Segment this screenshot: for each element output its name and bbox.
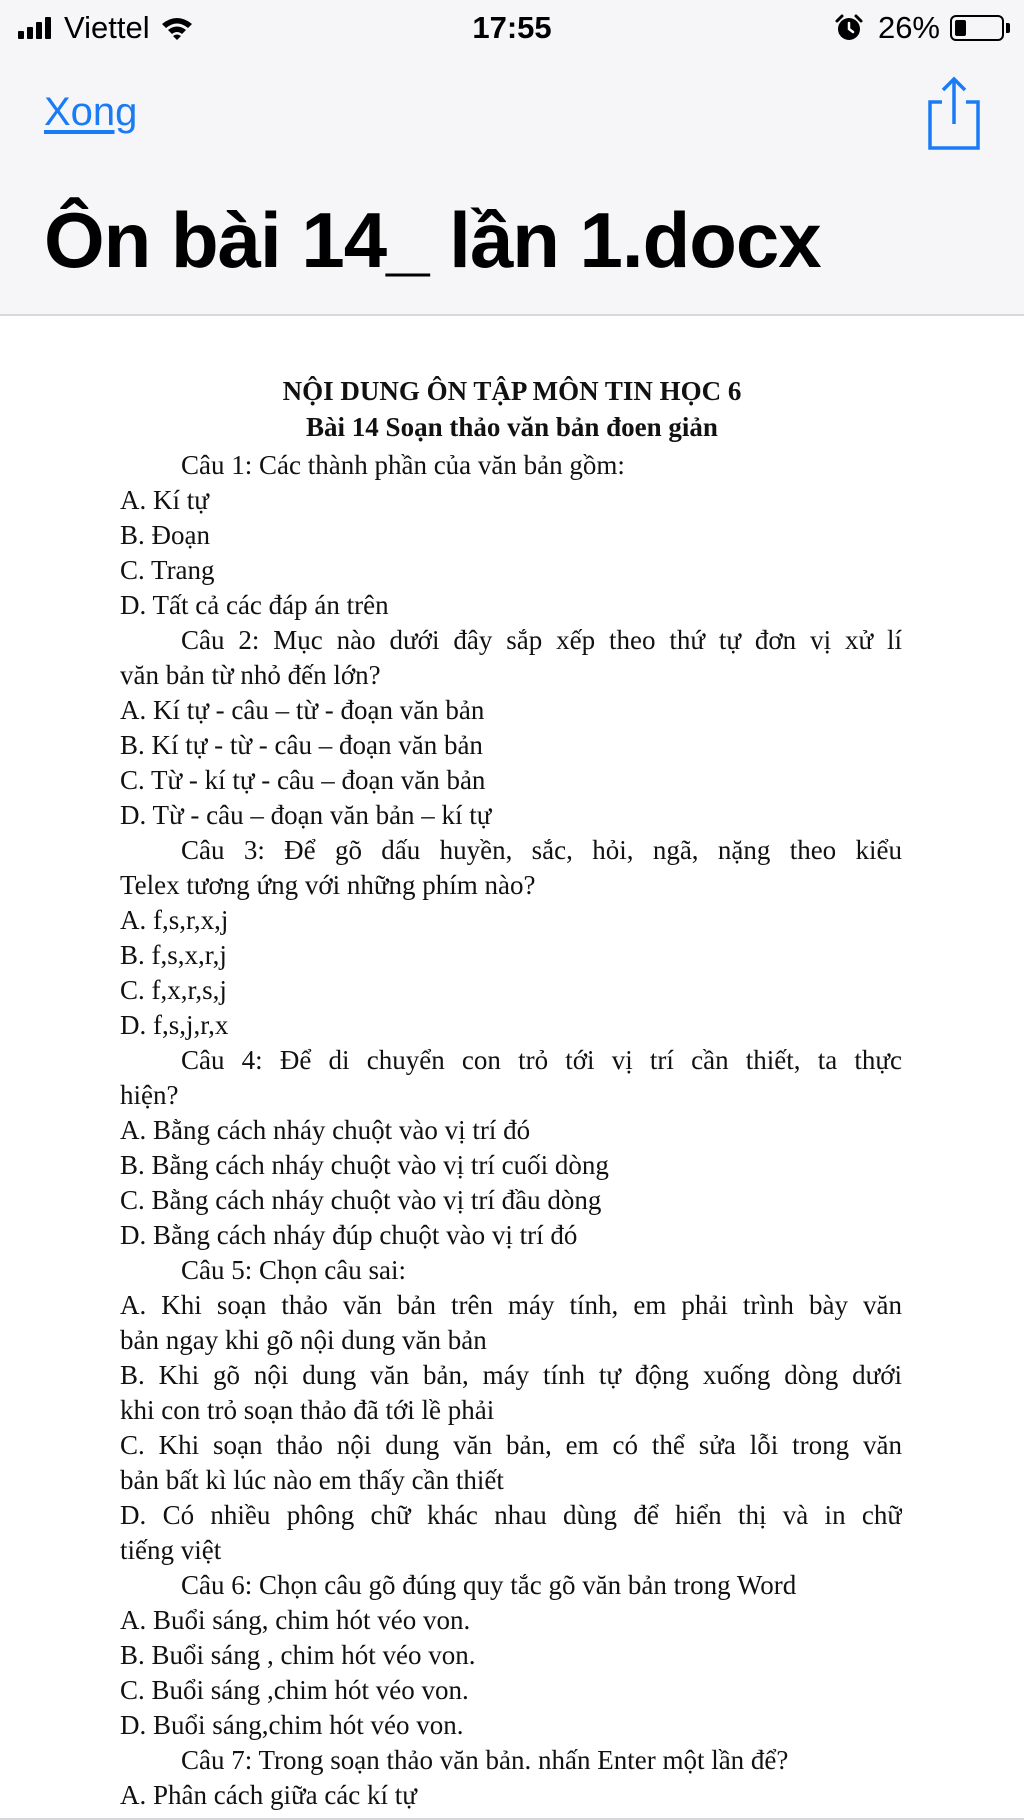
answer-line-continued: bản bất kì lúc nào em thấy cần thiết bbox=[120, 1465, 504, 1495]
answer-line: D. f,s,j,r,x bbox=[120, 1010, 229, 1040]
question-2: Câu 2: Mục nào dưới đây sắp xếp theo thứ tự đơn vị xử lí bbox=[181, 625, 902, 655]
document-content[interactable] bbox=[0, 316, 1024, 1820]
question-4: Câu 4: Để di chuyển con trỏ tới vị trí cần thiết, ta thực bbox=[181, 1045, 902, 1075]
answer-line: B. Đoạn bbox=[120, 520, 210, 550]
answer-line: B. Kí tự - từ - câu – đoạn văn bản bbox=[120, 730, 483, 760]
question-3: Câu 3: Để gõ dấu huyền, sắc, hỏi, ngã, nặng theo kiểu bbox=[181, 835, 902, 865]
clock: 17:55 bbox=[472, 10, 552, 45]
answer-line: C. Khi soạn thảo nội dung văn bản, em có thể sửa lỗi trong văn bbox=[120, 1430, 902, 1460]
answer-line: A. Khi soạn thảo văn bản trên máy tính, em phải trình bày văn bbox=[120, 1290, 902, 1320]
alarm-icon bbox=[834, 13, 864, 43]
answer-line: A. Kí tự - câu – từ - đoạn văn bản bbox=[120, 695, 485, 725]
answer-line: C. f,x,r,s,j bbox=[120, 975, 227, 1005]
share-icon[interactable] bbox=[924, 74, 984, 154]
carrier-name: Viettel bbox=[64, 10, 150, 45]
status-bar-right bbox=[834, 10, 1010, 46]
answer-line-continued: khi con trỏ soạn thảo đã tới lề phải bbox=[120, 1395, 495, 1425]
question-5: Câu 5: Chọn câu sai: bbox=[181, 1255, 406, 1285]
document-heading: NỘI DUNG ÔN TẬP MÔN TIN HỌC 6 bbox=[282, 376, 742, 406]
answer-line: D. Từ - câu – đoạn văn bản – kí tự bbox=[120, 800, 492, 830]
document-subheading: Bài 14 Soạn thảo văn bản đoen giản bbox=[306, 412, 718, 442]
answer-line: C. Từ - kí tự - câu – đoạn văn bản bbox=[120, 765, 486, 795]
document-title: Ôn bài 14_ lần 1.docx bbox=[44, 196, 821, 284]
answer-line: A. Buổi sáng, chim hót véo von. bbox=[120, 1605, 471, 1635]
answer-line: D. Tất cả các đáp án trên bbox=[120, 590, 389, 620]
battery-percentage: 26% bbox=[877, 10, 940, 45]
done-button[interactable]: Xong bbox=[44, 90, 138, 134]
question-4-continued: hiện? bbox=[120, 1080, 179, 1110]
answer-line-continued: bản ngay khi gõ nội dung văn bản bbox=[120, 1325, 487, 1355]
navigation-header bbox=[0, 0, 1024, 316]
answer-line: A. Phân cách giữa các kí tự bbox=[120, 1780, 417, 1810]
answer-line-continued: tiếng việt bbox=[120, 1535, 222, 1565]
answer-line: A. Bằng cách nháy chuột vào vị trí đó bbox=[120, 1115, 531, 1145]
question-3-continued: Telex tương ứng với những phím nào? bbox=[120, 870, 536, 900]
answer-line: B. Khi gõ nội dung văn bản, máy tính tự động xuống dòng dưới bbox=[120, 1360, 902, 1390]
status-bar bbox=[0, 0, 1024, 56]
question-7: Câu 7: Trong soạn thảo văn bản. nhấn Enter một lần để? bbox=[181, 1745, 789, 1775]
answer-line: C. Trang bbox=[120, 555, 215, 585]
answer-line: D. Có nhiều phông chữ khác nhau dùng để hiển thị và in chữ bbox=[120, 1500, 902, 1530]
answer-line: B. Bằng cách nháy chuột vào vị trí cuối dòng bbox=[120, 1150, 609, 1180]
question-2-continued: văn bản từ nhỏ đến lớn? bbox=[120, 660, 381, 690]
question-6: Câu 6: Chọn câu gõ đúng quy tắc gõ văn bản trong Word bbox=[181, 1570, 797, 1600]
answer-line: B. f,s,x,r,j bbox=[120, 940, 227, 970]
answer-line: D. Bằng cách nháy đúp chuột vào vị trí đó bbox=[120, 1220, 578, 1250]
battery-tip bbox=[1006, 23, 1010, 33]
question-1: Câu 1: Các thành phần của văn bản gồm: bbox=[181, 450, 625, 480]
answer-line: C. Buổi sáng ,chim hót véo von. bbox=[120, 1675, 469, 1705]
answer-line: A. f,s,r,x,j bbox=[120, 905, 229, 935]
battery-level-fill bbox=[955, 20, 966, 36]
battery-icon bbox=[950, 15, 1004, 41]
answer-line: C. Bằng cách nháy chuột vào vị trí đầu dòng bbox=[120, 1185, 602, 1215]
answer-line: D. Buổi sáng,chim hót véo von. bbox=[120, 1710, 464, 1740]
answer-line: A. Kí tự bbox=[120, 485, 209, 515]
answer-line: B. Buổi sáng , chim hót véo von. bbox=[120, 1640, 476, 1670]
